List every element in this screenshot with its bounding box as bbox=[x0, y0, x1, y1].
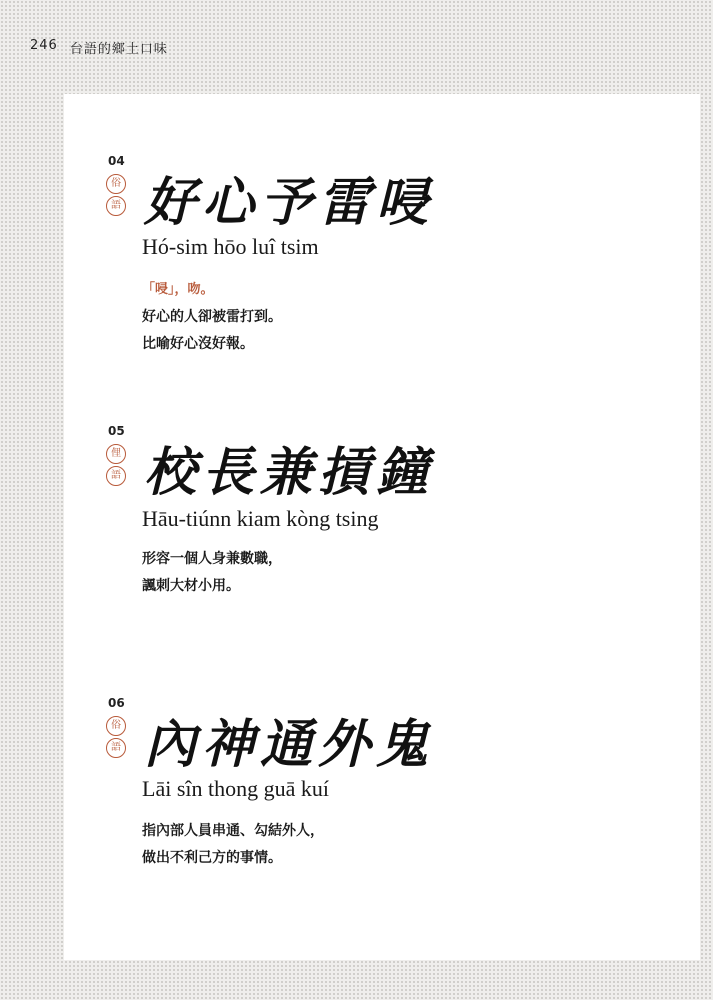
romanization: Lāi sîn thong guā kuí bbox=[142, 776, 329, 801]
category-char: 語 bbox=[106, 466, 126, 486]
category-char: 語 bbox=[106, 738, 126, 758]
category-char: 俗 bbox=[106, 716, 126, 736]
category-seal bbox=[106, 174, 126, 216]
page-number: 246 bbox=[30, 38, 58, 53]
entry-number: 06 bbox=[108, 696, 125, 710]
page-header bbox=[30, 38, 168, 57]
category-char: 俗 bbox=[106, 174, 126, 194]
category-char: 俚 bbox=[106, 444, 126, 464]
meaning bbox=[142, 546, 282, 600]
romanization: Hāu-tiúnn kiam kòng tsing bbox=[142, 506, 379, 531]
category-seal bbox=[106, 716, 126, 758]
entry-number: 04 bbox=[108, 154, 125, 168]
book-title: 台語的鄉土口味 bbox=[69, 42, 168, 57]
page-card bbox=[64, 94, 700, 960]
meaning-line: 比喻好心沒好報。 bbox=[142, 336, 254, 352]
proverb-title: 內神通外鬼 bbox=[144, 714, 435, 775]
proverb-title: 校長兼摃鐘 bbox=[144, 442, 435, 503]
word-note: 「唚」，吻。 bbox=[142, 282, 214, 297]
proverb-title: 好心予雷唚 bbox=[144, 172, 435, 233]
meaning-line: 指內部人員串通、勾結外人， bbox=[142, 823, 324, 839]
entry-number: 05 bbox=[108, 424, 125, 438]
meaning bbox=[142, 304, 282, 358]
meaning bbox=[142, 818, 324, 872]
meaning-line: 做出不利己方的事情。 bbox=[142, 850, 282, 866]
category-char: 語 bbox=[106, 196, 126, 216]
category-seal bbox=[106, 444, 126, 486]
meaning-line: 形容一個人身兼數職， bbox=[142, 551, 282, 567]
romanization: Hó-sim hōo luî tsim bbox=[142, 234, 319, 259]
meaning-line: 好心的人卻被雷打到。 bbox=[142, 309, 282, 325]
meaning-line: 諷刺大材小用。 bbox=[142, 578, 240, 594]
